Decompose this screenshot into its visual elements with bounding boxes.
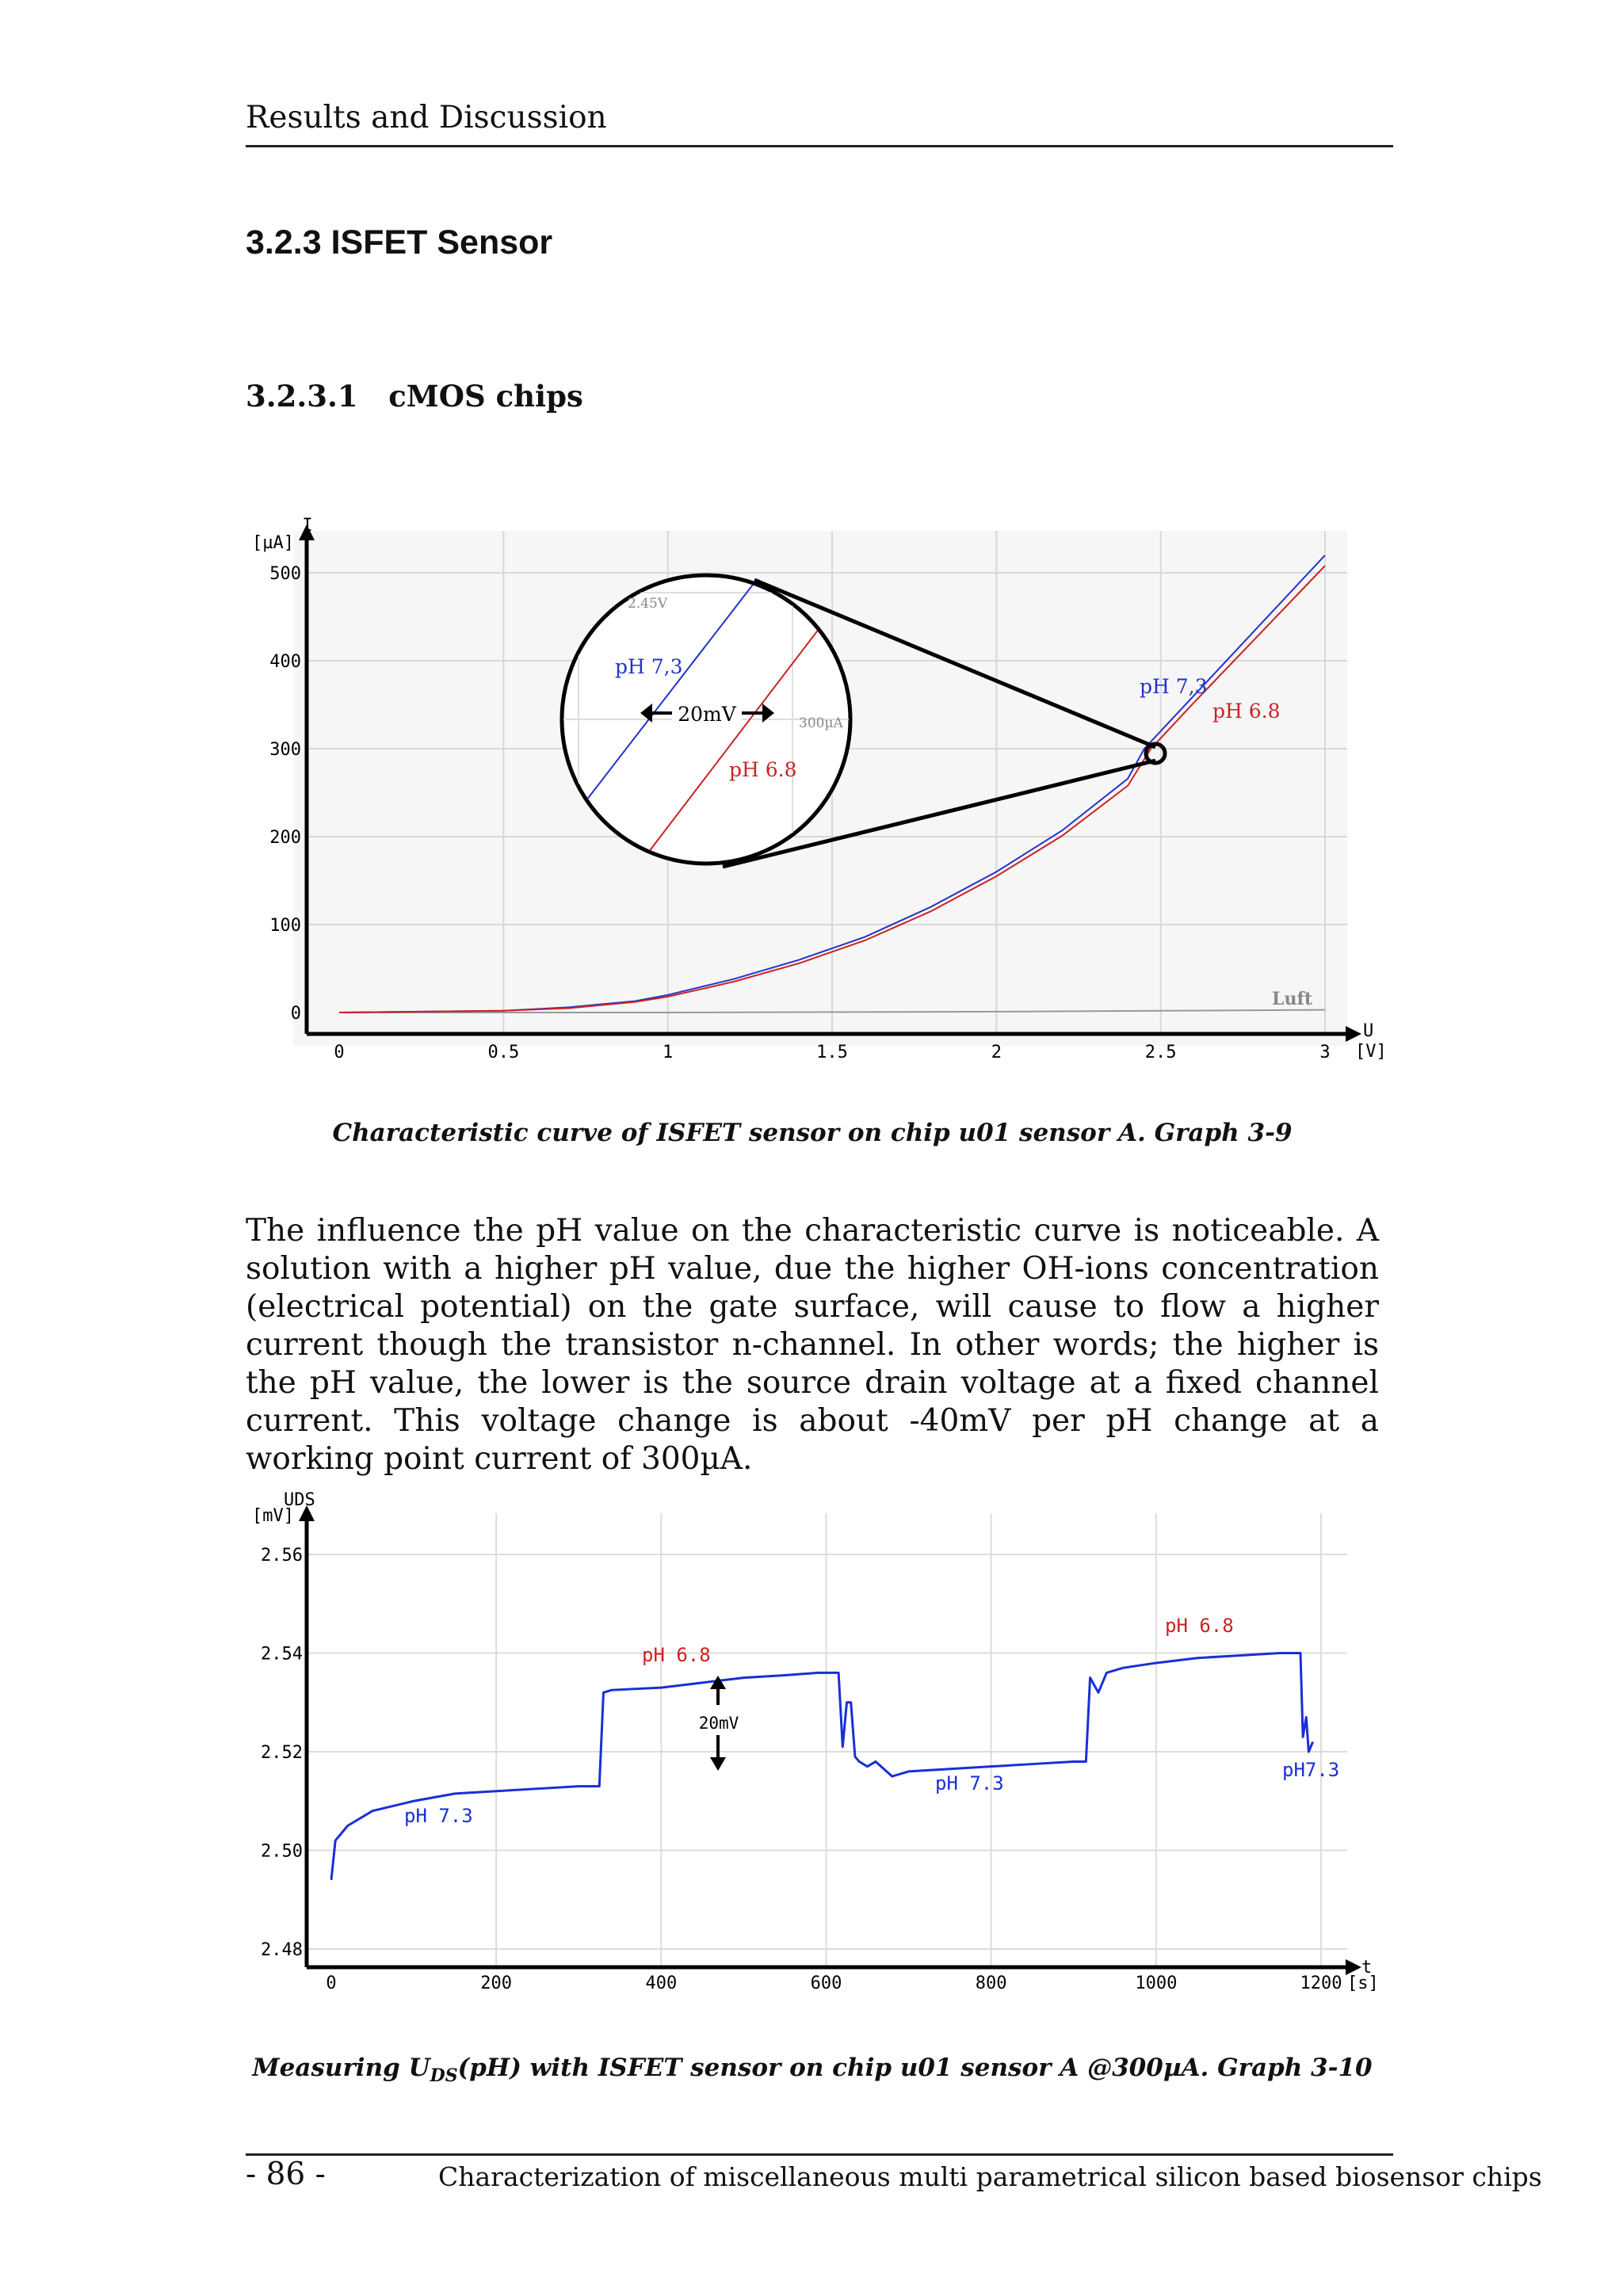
footer-rule [246, 2153, 1393, 2156]
zoom-ph-high-label: pH 7,3 [615, 655, 683, 678]
body-paragraph: The influence the pH value on the characteristic curve is noticeable. A solution with a higher pH value, due the higher OH-ions concentration (electrical potential) on the gate surface, will cause to flow a higher current though the transistor n-channel. In other words; the higher is the pH value, the lower is the source drain voltage at a fixed channel current. This voltage change is about -40mV per pH change at a working point current of 300µA. [246, 1213, 1379, 1477]
x-axis-name: t [1361, 1958, 1373, 1978]
y-axis-unit: [mV] [252, 1506, 294, 1526]
segment-label-2: pH 7.3 [935, 1772, 1004, 1794]
x-tick-label: 1200 [1300, 1974, 1342, 1993]
x-axis-unit: [V] [1355, 1042, 1387, 1062]
x-axis-name: U [1363, 1021, 1374, 1041]
segment-label-4: pH7.3 [1282, 1759, 1340, 1781]
x-tick-label: 1.5 [816, 1043, 848, 1062]
figure1-caption: Characteristic curve of ISFET sensor on chip u01 sensor A. Graph 3-9 [332, 1119, 1293, 1147]
caption-subscript: DS [430, 2065, 458, 2087]
x-axis-unit: [s] [1347, 1974, 1379, 1993]
x-tick-label: 3 [1319, 1043, 1331, 1062]
figure-uds-measurement [238, 1489, 1403, 2012]
x-tick-label: 2.5 [1144, 1043, 1177, 1062]
figure-characteristic-curve [238, 507, 1403, 1077]
x-axis-arrow [1346, 1959, 1361, 1975]
caption-prefix: Measuring U [252, 2054, 430, 2082]
y-tick-label: 2.50 [261, 1841, 303, 1862]
y-tick-label: 0 [290, 1004, 301, 1024]
section-title: 3.2.3 ISFET Sensor [246, 223, 553, 261]
segment-label-0: pH 7.3 [404, 1805, 473, 1827]
delta-label: 20mV [698, 1714, 739, 1733]
zoom-voltage-label: 2.45V [628, 596, 668, 612]
zoom-ph-low-label: pH 6.8 [729, 758, 797, 781]
x-tick-label: 800 [975, 1974, 1007, 1993]
x-tick-label: 400 [645, 1974, 678, 1993]
y-tick-label: 100 [269, 916, 301, 936]
x-tick-label: 2 [991, 1043, 1002, 1062]
curve-label-ph-low: pH 6.8 [1212, 700, 1281, 723]
subsection-title: 3.2.3.1 cMOS chips [246, 379, 583, 414]
segment-label-3: pH 6.8 [1165, 1615, 1234, 1637]
y-tick-label: 200 [269, 828, 301, 848]
x-tick-label: 600 [810, 1974, 842, 1993]
x-tick-label: 0 [326, 1974, 337, 1993]
x-tick-label: 200 [480, 1974, 513, 1993]
zoom-current-label: 300µA [799, 715, 843, 731]
x-tick-label: 0 [334, 1043, 345, 1062]
running-header: Results and Discussion [246, 100, 607, 135]
page-number: - 86 - [246, 2157, 326, 2192]
y-tick-label: 500 [269, 564, 301, 584]
y-tick-label: 2.52 [261, 1743, 303, 1763]
zoom-delta-label: 20mV [678, 703, 736, 726]
y-axis-name: UDS [284, 1490, 315, 1510]
curve-label-ph-high: pH 7,3 [1140, 675, 1208, 698]
segment-label-1: pH 6.8 [642, 1644, 711, 1666]
footer-title: Characterization of miscellaneous multi parametrical silicon based biosensor chips [438, 2161, 1542, 2192]
header-rule [246, 145, 1393, 147]
y-tick-label: 300 [269, 740, 301, 760]
x-tick-label: 1 [663, 1043, 674, 1062]
y-tick-label: 2.48 [261, 1940, 303, 1960]
x-axis-arrow [1346, 1026, 1361, 1042]
y-tick-label: 2.54 [261, 1644, 303, 1665]
y-axis-unit: [µA] [252, 533, 294, 553]
y-tick-label: 400 [269, 652, 301, 672]
x-tick-label: 0.5 [487, 1043, 520, 1062]
x-tick-label: 1000 [1135, 1974, 1178, 1993]
caption-suffix: (pH) with ISFET sensor on chip u01 sensor A @300µA. Graph 3-10 [457, 2054, 1373, 2082]
figure2-caption [246, 2054, 1379, 2086]
y-tick-label: 2.56 [261, 1546, 303, 1566]
y-axis-name: I [302, 516, 313, 536]
curve-label-air: Luft [1272, 989, 1313, 1009]
